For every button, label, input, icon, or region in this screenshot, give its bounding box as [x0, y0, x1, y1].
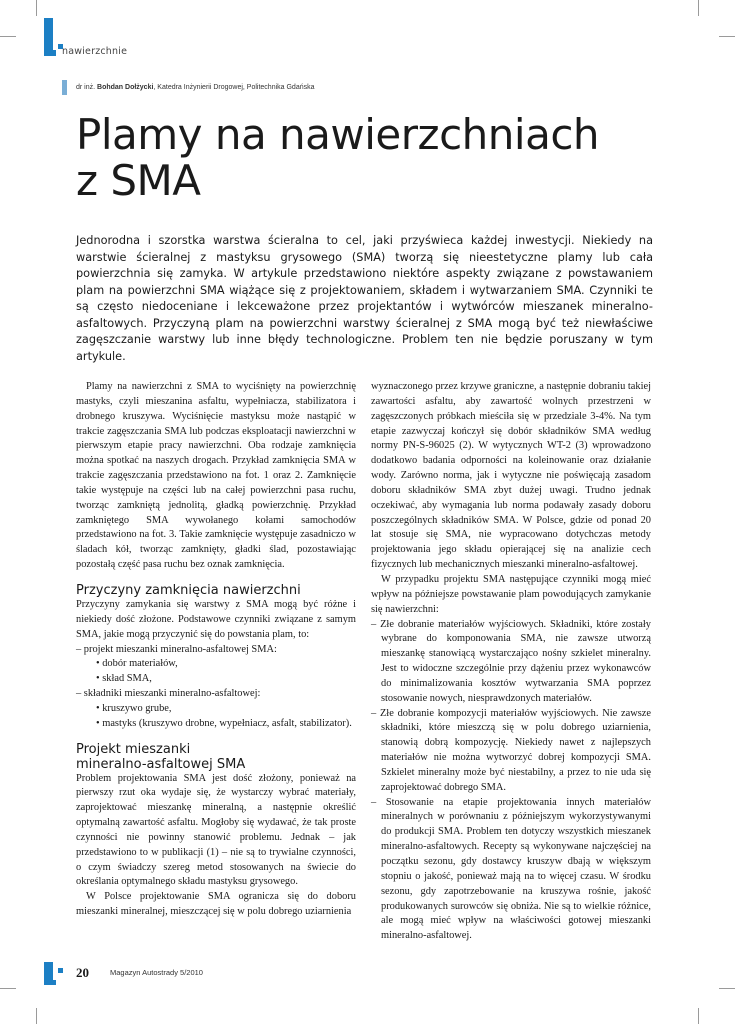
crop-mark-bottom-right-h — [719, 988, 735, 989]
left-column — [76, 380, 356, 920]
list-subitem: • dobór materiałów, — [96, 658, 178, 670]
right-column — [371, 380, 651, 944]
article-lead: Jednorodna i szorstka warstwa ścieralna to cel, jaki przyświeca każdej inwestycji. Niekiedy na warstwie ścieralnej z mastyksu grysowego (SMA) tworzą się nieestetyczne plamy lub cała powierzchnia się zamyka. W artykule przedstawiono niektóre aspekty związane z powstawaniem plam na powierzchni SMA wiążące się z projektowaniem, składem i wytwarzaniem SMA. Czynniki te są często niedoceniane i lekceważone przez projektantów i wytwórców mieszanek mineralno-asfaltowych. Przyczyną plam na powierzchni warstwy ścieralnej z SMA mogą być też niewłaściwe zagęszczanie warstwy lub inne błędy technologiczne. Problem ten nie będzie poruszany w tym artykule. — [76, 234, 653, 363]
heading-causes: Przyczyny zamknięcia nawierzchni — [76, 582, 301, 598]
list-item: – Złe dobranie materiałów wyjściowych. Składniki, które zostały wybrane do komponowania SMA, nie zawsze utworzą mieszankę stanowiącą wystarczająco nośny szkielet mineralny. Jest to widoczne szczególnie przy dążeniu przez wykonawców do minimalizowania kosztów wytwarzania SMA poprzez stosowanie nowych, niesprawdzonych materiałów. — [371, 618, 651, 704]
crop-mark-top-right — [698, 0, 699, 16]
crop-mark-bottom-left — [36, 1008, 37, 1024]
intro-paragraph: Plamy na nawierzchni z SMA to wyciśnięty na powierzchnię mastyks, czyli mieszanina asfaltu, wypełniacza, stabilizatora i drobnego kruszywa. Wyciśnięcie mastyksu może nastąpić w trakcie zagęszczania SMA lub podczas eksploatacji nawierzchni w pierwszym etapie pracy nawierzchni. Oba rodzaje zamknięcia można spotkać na naszych drogach. Przykład zamknięcia SMA w trakcie zagęszczania przedstawiono na fot. 1 oraz 2. Zamknięcie takie występuje na części lub na całej powierzchni pasa ruchu, tworząc zamkniętą jednolitą, gładką powierzchnię. Przykład zamkniętego SMA wywołanego kołami samochodów przedstawiono na fot. 3. Takie zamknięcie występuje zasadniczo w śladach kół, tworząc zamknięty, gładki ślad, pozostawiając pozostałą część pasa ruchu bez oznak zamknięcia. — [76, 381, 356, 571]
author-affiliation: , Katedra Inżynierii Drogowej, Politechnika Gdańska — [153, 84, 315, 91]
title-line-2: z SMA — [76, 156, 201, 205]
list-item: – projekt mieszanki mineralno-asfaltowej SMA: — [76, 643, 277, 655]
list-item: – Stosowanie na etapie projektowania innych materiałów mineralnych w porównaniu z późniejszym wykorzystywanymi do produkcji SMA. Problem ten dotyczy wszystkich mieszanek mineralno-asfaltowych. Recepty są wykonywane najczęściej na początku sezonu, gdy dostawcy kruszyw dbają w większym stopniu o jakość, ponieważ mają na to więcej czasu. W środku sezonu, gdy zapotrzebowanie na kruszywa rośnie, jakość produkowanych surowców się obniża. Nie są to wielkie różnice, ale mogą mieć wpływ na właściwości gotowej mieszanki mineralno-asfaltowej. — [371, 796, 651, 942]
list-item: – Złe dobranie kompozycji materiałów wyjściowych. Nie zawsze składniki, które mieszczą się w polu dobrego uziarnienia, stanowią dobrą kompozycję. Niekiedy nawet z najlepszych materiałów nie można wytworzyć dobrej kompozycji SMA. Szkielet mineralny może być niestabilny, a przez to nie uda się zaprojektować dobrego SMA. — [371, 707, 651, 793]
author-line — [76, 84, 315, 91]
list-item: – składniki mieszanki mineralno-asfaltowej: — [76, 688, 261, 700]
author-prefix: dr inż. — [76, 84, 96, 91]
causes-paragraph: Przyczyny zamykania się warstwy z SMA mogą być różne i niekiedy dość złożone. Podstawowe czynniki związane z samym SMA, jakie mogą przyczynić się do powstania plam, to: — [76, 598, 356, 640]
page-number: 20 — [76, 965, 89, 980]
title-line-1: Plamy na nawierzchniach — [76, 110, 600, 159]
crop-mark-top-left-h — [0, 36, 16, 37]
magazine-name: Magazyn Autostrady 5/2010 — [110, 968, 203, 977]
project-paragraph-1: Problem projektowania SMA jest dość złożony, ponieważ na pierwszy rzut oka wydaje się, że wystarczy wybrać materiały, zaprojektować mieszankę mineralną, a następnie określić optymalną zawartość asfaltu. Mogłoby się wydawać, że tak proste czynności nie powinny stanowić problemu. Jednak – jak przedstawiono to w publikacji (1) – nie są to trywialne czynności, o czym świadczy szereg metod stosowanych na świecie do określania optymalnego składu mastyksu grysowego. — [76, 772, 356, 888]
project-paragraph-2: W Polsce projektowanie SMA ogranicza się do doboru mieszanki mineralnej, mieszczącej się w polu dobrego uziarnienia — [76, 891, 356, 918]
crop-mark-bottom-right — [698, 1008, 699, 1024]
author-name: Bohdan Dołżycki — [97, 84, 154, 91]
list-subitem: • mastyks (kruszywo drobne, wypełniacz, asfalt, stabilizator). — [96, 717, 352, 729]
crop-mark-top-left — [36, 0, 37, 16]
continuation-paragraph: wyznaczonego przez krzywe graniczne, a następnie dobraniu takiej zawartości asfaltu, aby zawartość wolnych przestrzeni w zagęszczonych próbkach mieściła się w przedziale 3-4%. Na tym etapie zazwyczaj kończył się dobór składników SMA według normy PN-S-96025 (2). W wytycznych WT-2 (3) wprowadzono dodatkowo badania odporności na koleinowanie oraz działanie wody. Zarówno norma, jak i wytyczne nie poświęcają zasadom doboru składników SMA zbyt dużej uwagi. Trudno jednak oczekiwać, aby wymagania lub norma podawały zasady doboru poszczególnych składników SMA. W Polsce, gdzie od ponad 20 lat stosuje się SMA, nie wypracowano dotychczas metody projektowania jego składu opierającej się na analizie cech fizycznych lub mechanicznych mieszanki mineralno-asfaltowej. — [371, 381, 651, 571]
list-subitem: • skład SMA, — [96, 673, 152, 685]
heading-project-line-1: Projekt mieszanki — [76, 741, 191, 757]
list-subitem: • kruszywo grube, — [96, 702, 172, 714]
heading-project-line-2: mineralno-asfaltowej SMA — [76, 756, 246, 772]
crop-mark-bottom-left-h — [0, 988, 16, 989]
article-title — [76, 112, 696, 204]
section-tag: nawierzchnie — [62, 46, 128, 57]
heading-project — [76, 742, 356, 772]
factors-intro-paragraph: W przypadku projektu SMA następujące czynniki mogą mieć wpływ na późniejsze powstawanie plam powodujących zamykanie się nawierzchni: — [371, 573, 651, 615]
crop-mark-top-right-h — [719, 36, 735, 37]
